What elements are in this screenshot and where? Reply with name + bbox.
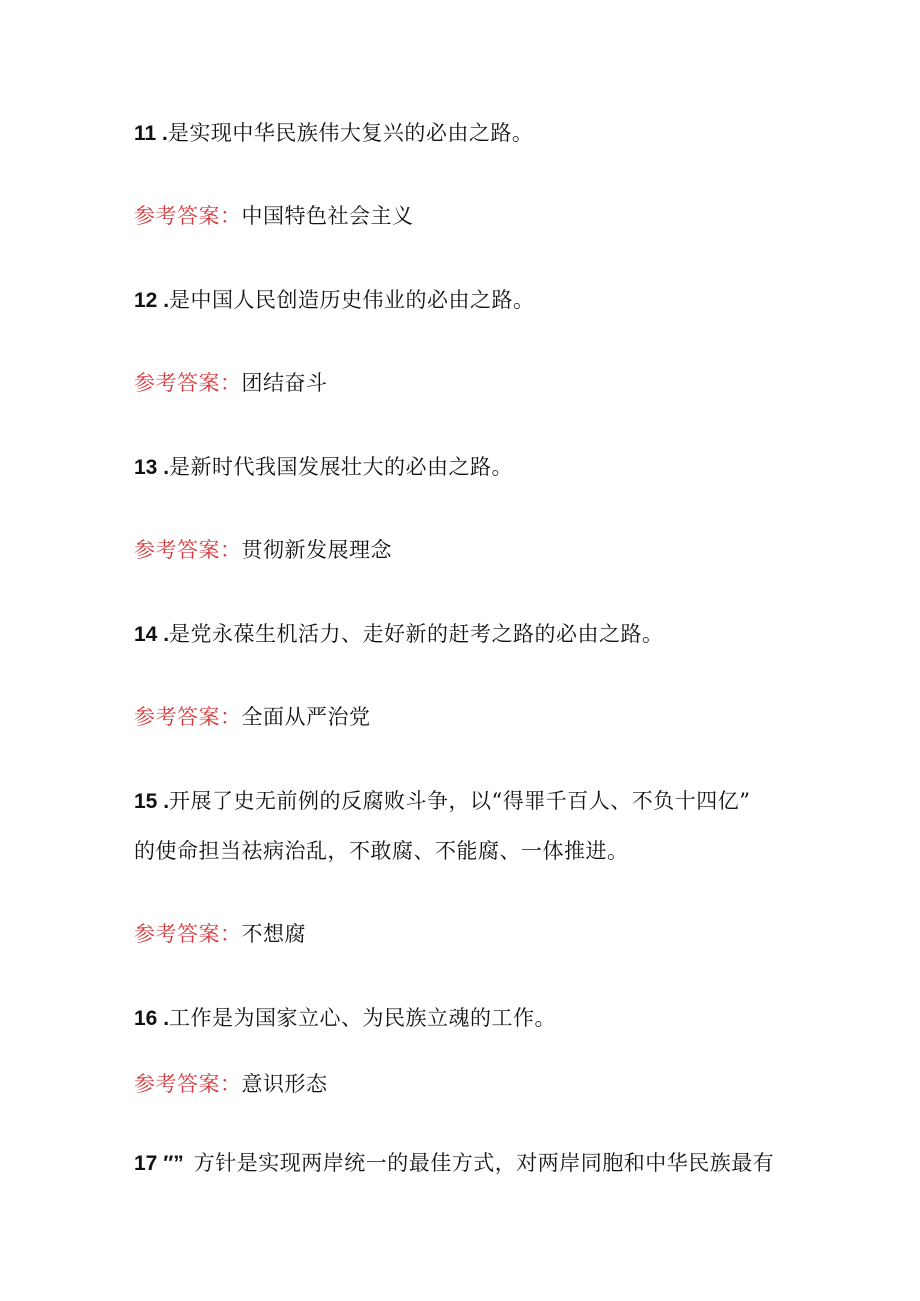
question-separator: . (157, 790, 170, 813)
answer-label: 参考答案： (134, 922, 242, 946)
answer-label: 参考答案： (134, 204, 242, 228)
question-number: 15 (134, 790, 158, 813)
question-number: 11 (134, 122, 157, 145)
question-text: 方针是实现两岸统一的最佳方式，对两岸同胞和中华民族最有 (193, 1151, 775, 1175)
question-number: 17 (134, 1152, 158, 1175)
question-separator: ″” (157, 1152, 184, 1175)
question-15-continuation (134, 838, 629, 864)
question-number: 12 (134, 289, 158, 312)
question-17 (134, 1150, 774, 1177)
question-13 (134, 454, 513, 481)
answer-15 (134, 921, 306, 947)
question-separator: . (157, 1007, 170, 1030)
answer-text: 意识形态 (241, 1072, 328, 1096)
question-text: 是实现中华民族伟大复兴的必由之路。 (167, 121, 534, 145)
answer-13 (134, 537, 392, 563)
answer-label: 参考答案： (134, 371, 242, 395)
answer-14 (134, 704, 371, 730)
question-separator: . (156, 122, 168, 145)
answer-text: 不想腐 (241, 922, 306, 946)
question-number: 14 (134, 623, 158, 646)
question-separator: . (157, 289, 170, 312)
question-11 (134, 120, 533, 147)
question-15 (134, 788, 751, 815)
answer-text: 全面从严治党 (241, 705, 371, 729)
answer-text: 中国特色社会主义 (241, 204, 414, 228)
question-text: 工作是为国家立心、为民族立魂的工作。 (169, 1006, 557, 1030)
answer-16 (134, 1071, 328, 1097)
answer-11 (134, 203, 414, 229)
question-separator: . (157, 623, 170, 646)
question-separator: . (157, 456, 170, 479)
question-16 (134, 1005, 556, 1032)
question-14 (134, 621, 664, 648)
question-text: 是新时代我国发展壮大的必由之路。 (169, 455, 514, 479)
question-text: 开展了史无前例的反腐败斗争，以“得罪千百人、不负十四亿” (169, 789, 751, 813)
question-number: 13 (134, 456, 158, 479)
answer-label: 参考答案： (134, 1072, 242, 1096)
answer-12 (134, 370, 328, 396)
question-text: 是党永葆生机活力、走好新的赶考之路的必由之路。 (169, 622, 664, 646)
question-text-continuation: 的使命担当祛病治乱，不敢腐、不能腐、一体推进。 (134, 839, 629, 863)
answer-text: 贯彻新发展理念 (241, 538, 392, 562)
answer-text: 团结奋斗 (241, 371, 328, 395)
question-number: 16 (134, 1007, 158, 1030)
question-12 (134, 287, 535, 314)
question-text: 是中国人民创造历史伟业的必由之路。 (169, 288, 535, 312)
answer-label: 参考答案： (134, 538, 242, 562)
answer-label: 参考答案： (134, 705, 242, 729)
